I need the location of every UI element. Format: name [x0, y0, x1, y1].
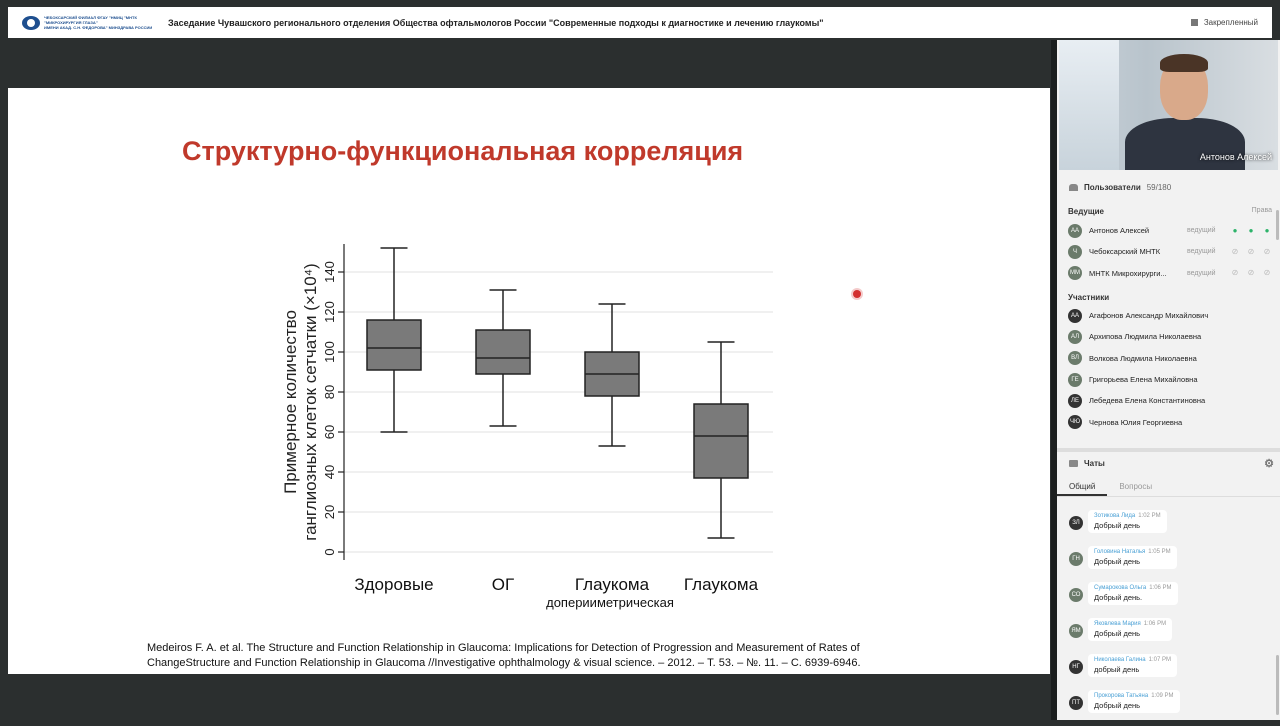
- y-tick-label: 20: [322, 504, 337, 520]
- screen-icon[interactable]: ⊘: [1263, 268, 1271, 278]
- screen-icon[interactable]: ⊘: [1263, 246, 1271, 256]
- box: [367, 320, 421, 370]
- mic-icon[interactable]: ●: [1232, 225, 1238, 235]
- host-name: МНТК Микрохирурги...: [1089, 268, 1167, 278]
- host-role: ведущий: [1187, 227, 1216, 235]
- participant-row[interactable]: [1057, 348, 1272, 369]
- message-author: Николаева Галина: [1094, 657, 1146, 663]
- message-text: Добрый день: [1094, 557, 1141, 566]
- y-tick-label: 140: [322, 261, 337, 283]
- video-name: Антонов Алексей: [1199, 152, 1272, 162]
- users-count: 59/180: [1146, 182, 1172, 192]
- avatar: ЗЛ: [1069, 516, 1083, 530]
- participant-name: Григорьева Елена Михайловна: [1089, 375, 1198, 385]
- screen-icon[interactable]: ●: [1264, 225, 1270, 235]
- message-author: Яковлева Мария: [1094, 621, 1141, 627]
- chat-messages: [1057, 510, 1280, 726]
- mic-icon[interactable]: ⊘: [1231, 268, 1239, 278]
- message-author: Прокорова Татьяна: [1094, 693, 1149, 699]
- pointer-icon: [853, 290, 861, 298]
- avatar: ЧЮ: [1068, 415, 1082, 429]
- y-tick-label: 60: [322, 424, 337, 440]
- host-name: Антонов Алексей: [1089, 226, 1150, 236]
- hosts-list: [1057, 220, 1272, 284]
- participant-name: Агафонов Александр Михайлович: [1089, 311, 1209, 321]
- participant-row[interactable]: [1057, 390, 1272, 411]
- avatar: ПТ: [1069, 696, 1083, 710]
- camera-icon[interactable]: ●: [1248, 225, 1254, 235]
- avatar: ЛЕ: [1068, 394, 1082, 408]
- avatar: ЯМ: [1069, 624, 1083, 638]
- chat-icon: [1069, 460, 1078, 467]
- category-label: ОГ: [491, 575, 515, 594]
- video-tile[interactable]: [1059, 40, 1278, 170]
- message-time: 1:09 PM: [1151, 693, 1174, 699]
- host-role: ведущий: [1187, 248, 1216, 256]
- message-time: 1:06 PM: [1143, 621, 1167, 627]
- host-name: Чебоксарский МНТК: [1089, 247, 1161, 257]
- message-text: Добрый день: [1094, 701, 1141, 710]
- rights-label: Права: [1251, 207, 1272, 214]
- message-time: 1:02 PM: [1138, 513, 1161, 519]
- participants-label: Участники: [1068, 293, 1110, 302]
- message-time: 1:05 PM: [1148, 549, 1171, 555]
- sidebar: [1057, 40, 1280, 720]
- message-bubble: [1088, 546, 1177, 569]
- gear-icon[interactable]: ⚙: [1264, 457, 1274, 470]
- avatar: АЛ: [1068, 330, 1082, 344]
- y-tick-label: 0: [322, 548, 337, 556]
- y-tick-label: 80: [322, 384, 337, 400]
- message-author: Зотикова Лида: [1094, 513, 1136, 519]
- logo-eye-icon: [22, 16, 40, 30]
- host-row[interactable]: [1057, 263, 1272, 284]
- y-tick-label: 120: [322, 301, 337, 323]
- participant-name: Архипова Людмила Николаевна: [1089, 332, 1202, 342]
- avatar: АА: [1068, 224, 1082, 238]
- participant-name: Волкова Людмила Николаевна: [1089, 353, 1197, 363]
- chat-scrollbar[interactable]: [1276, 655, 1279, 715]
- message-bubble: [1088, 654, 1177, 677]
- avatar: ГЕ: [1068, 373, 1082, 387]
- camera-icon[interactable]: ⊘: [1247, 246, 1255, 256]
- participant-row[interactable]: [1057, 411, 1272, 432]
- category-label: Глаукома: [574, 575, 650, 594]
- participant-name: Лебедева Елена Константиновна: [1089, 396, 1206, 406]
- chat-tabs: [1057, 477, 1280, 497]
- participant-row[interactable]: [1057, 369, 1272, 390]
- host-row[interactable]: [1057, 220, 1272, 241]
- users-header[interactable]: Пользователи 59/180: [1057, 176, 1280, 198]
- message-bubble: [1088, 582, 1178, 605]
- box: [694, 404, 748, 478]
- mic-icon[interactable]: ⊘: [1231, 246, 1239, 256]
- pinned-toggle[interactable]: [1191, 18, 1258, 27]
- participant-row[interactable]: [1057, 305, 1272, 326]
- message-text: добрый день: [1094, 665, 1140, 674]
- box-plot-chart: [8, 88, 1050, 674]
- y-tick-label: 40: [322, 464, 337, 480]
- chat-message: [1057, 582, 1280, 618]
- participants-list: [1057, 305, 1272, 433]
- avatar: СО: [1069, 588, 1083, 602]
- top-bar: [8, 7, 1272, 38]
- avatar: Ч: [1068, 245, 1082, 259]
- avatar: НГ: [1069, 660, 1083, 674]
- category-label: Здоровые: [354, 575, 434, 594]
- participant-name: Чернова Юлия Георгиевна: [1089, 417, 1183, 427]
- chat-message: [1057, 654, 1280, 690]
- hosts-label: Ведущие: [1068, 207, 1104, 216]
- y-axis-label: ганглиозных клеток сетчатки (×10⁴): [301, 263, 320, 541]
- chat-message: [1057, 510, 1280, 546]
- users-icon: [1069, 184, 1078, 191]
- camera-icon[interactable]: ⊘: [1247, 268, 1255, 278]
- slide-citation: Medeiros F. A. et al. The Structure and Function Relationship in Glaucoma: Implications for Detection of Progression and Measurement of Rates of ChangeStructure and Function Relationship in Glaucoma //Investigative ophthalmology & visual science. – 2012. – Т. 53. – №. 11. – С. 6939-6946.: [147, 642, 861, 669]
- message-author: Головина Наталья: [1094, 549, 1146, 555]
- chat-message: [1057, 690, 1280, 726]
- host-role: ведущий: [1187, 269, 1216, 277]
- avatar: АА: [1068, 309, 1082, 323]
- message-time: 1:07 PM: [1148, 657, 1171, 663]
- slide-title: Структурно-функциональная корреляция: [182, 136, 744, 166]
- tab-questions[interactable]: Вопросы: [1119, 482, 1153, 491]
- chats-header[interactable]: Чаты ⚙: [1057, 452, 1280, 474]
- message-bubble: [1088, 690, 1180, 713]
- box: [476, 330, 530, 374]
- category-sublabel: доперииметрическая: [546, 595, 674, 610]
- participant-row[interactable]: [1057, 326, 1272, 347]
- avatar: ММ: [1068, 266, 1082, 280]
- logo-text: ЧЕБОКСАРСКИЙ ФИЛИАЛ ФГАУ "НМИЦ "МНТК "МИКРОХИРУРГИЯ ГЛАЗА" ИМЕНИ АКАД. С.Н. ФЕДОРОВА" МИНЗДРАВА РОССИИ: [44, 15, 153, 30]
- message-text: Добрый день: [1094, 521, 1141, 530]
- host-row[interactable]: [1057, 241, 1272, 262]
- meeting-title: Заседание Чувашского регионального отделения Общества офтальмологов России "Современные подходы к диагностике и лечению глаукомы": [168, 17, 824, 28]
- pin-icon: [1191, 19, 1198, 26]
- chat-message: [1057, 618, 1280, 654]
- chat-message: [1057, 546, 1280, 582]
- message-text: Добрый день.: [1094, 593, 1143, 602]
- slide: [8, 88, 1050, 674]
- message-text: Добрый день: [1094, 629, 1141, 638]
- avatar: ВЛ: [1068, 351, 1082, 365]
- logo: [22, 11, 162, 35]
- message-time: 1:06 PM: [1149, 585, 1172, 591]
- message-bubble: [1088, 618, 1172, 641]
- message-bubble: [1088, 510, 1167, 533]
- users-scrollbar[interactable]: [1276, 210, 1279, 240]
- avatar: ГН: [1069, 552, 1083, 566]
- message-author: Сумарокова Ольга: [1094, 585, 1147, 591]
- pinned-label: Закрепленный: [1203, 18, 1258, 27]
- y-tick-label: 100: [322, 341, 337, 363]
- category-label: Глаукома: [683, 575, 759, 594]
- tab-general[interactable]: Общий: [1057, 477, 1107, 496]
- y-axis-label: Примерное количество: [281, 310, 300, 494]
